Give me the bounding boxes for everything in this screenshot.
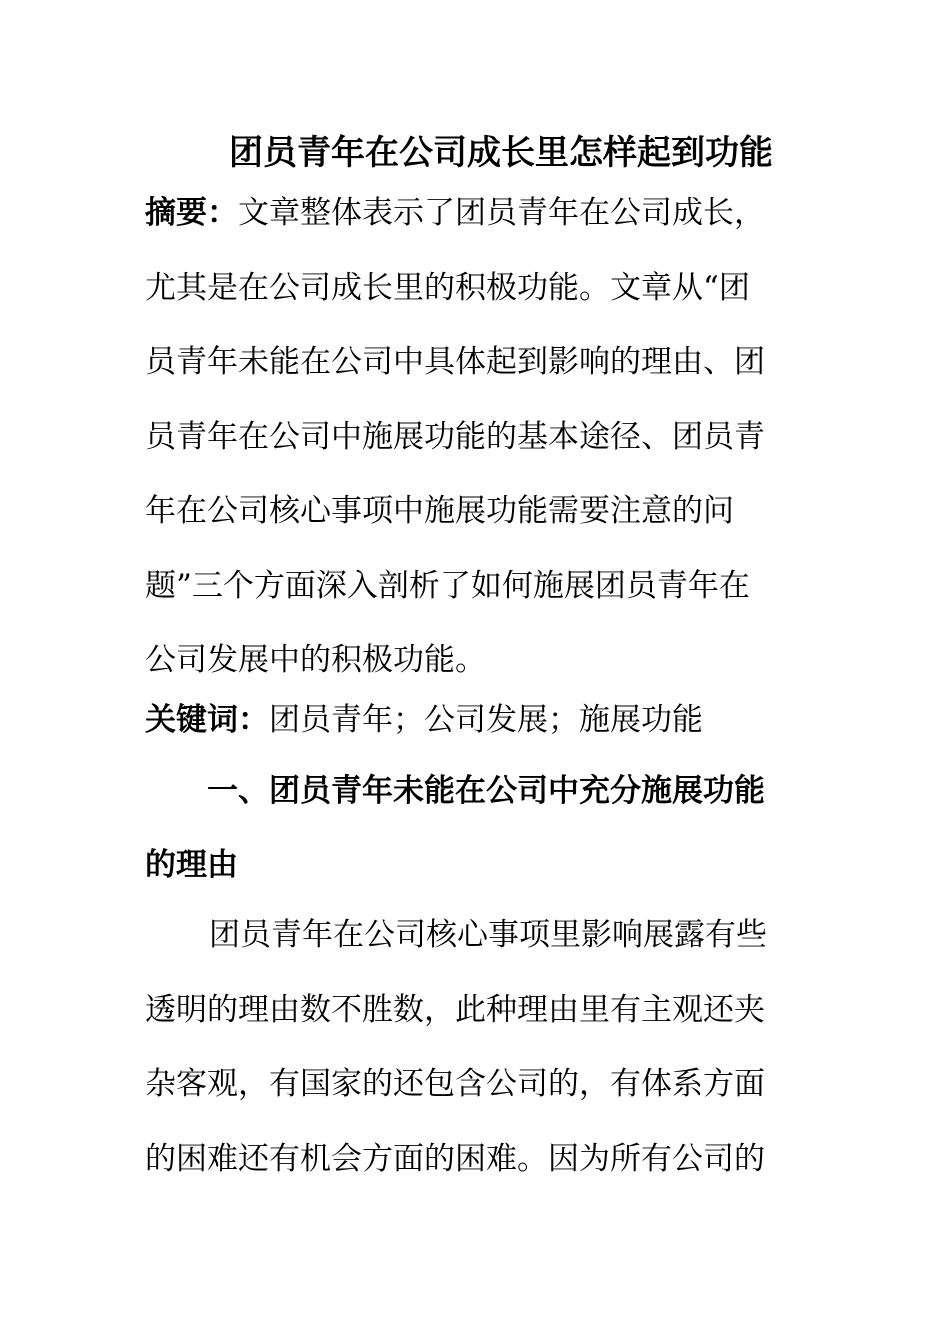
abstract-line: 公司发展中的积极功能。 <box>145 642 486 678</box>
abstract-line: 员青年在公司中施展功能的基本途径、团员青 <box>145 418 765 455</box>
abstract-line: 员青年未能在公司中具体起到影响的理由、团 <box>145 344 765 380</box>
paragraph-line: 杂客观，有国家的还包含公司的，有体系方面 <box>145 1066 765 1102</box>
section-heading-line: 一、团员青年未能在公司中充分施展功能 <box>207 773 765 809</box>
abstract-section <box>145 176 795 698</box>
paragraph-line: 团员青年在公司核心事项里影响展露有些 <box>209 917 767 953</box>
section-heading-line: 的理由 <box>145 847 238 883</box>
paragraph-line: 透明的理由数不胜数，此种理由里有主观还夹 <box>145 991 765 1028</box>
body-paragraph <box>145 898 795 1196</box>
abstract-text: 文章整体表示了团员青年在公司成长， <box>238 195 765 231</box>
document-title: 团员青年在公司成长里怎样起到功能 <box>229 133 773 173</box>
abstract-line: 尤其是在公司成长里的积极功能。文章从“团 <box>145 269 750 306</box>
abstract-line <box>145 176 795 251</box>
section-heading <box>145 754 795 902</box>
keywords-text: 团员青年；公司发展；施展功能 <box>269 702 703 738</box>
abstract-line: 年在公司核心事项中施展功能需要注意的问 <box>145 493 734 529</box>
abstract-label: 摘要： <box>145 195 238 231</box>
abstract-line: 题”三个方面深入剖析了如何施展团员青年在 <box>145 567 750 604</box>
paragraph-line: 的困难还有机会方面的困难。因为所有公司的 <box>145 1140 765 1177</box>
keywords-label: 关键词： <box>145 702 269 738</box>
keywords-section <box>145 683 795 757</box>
